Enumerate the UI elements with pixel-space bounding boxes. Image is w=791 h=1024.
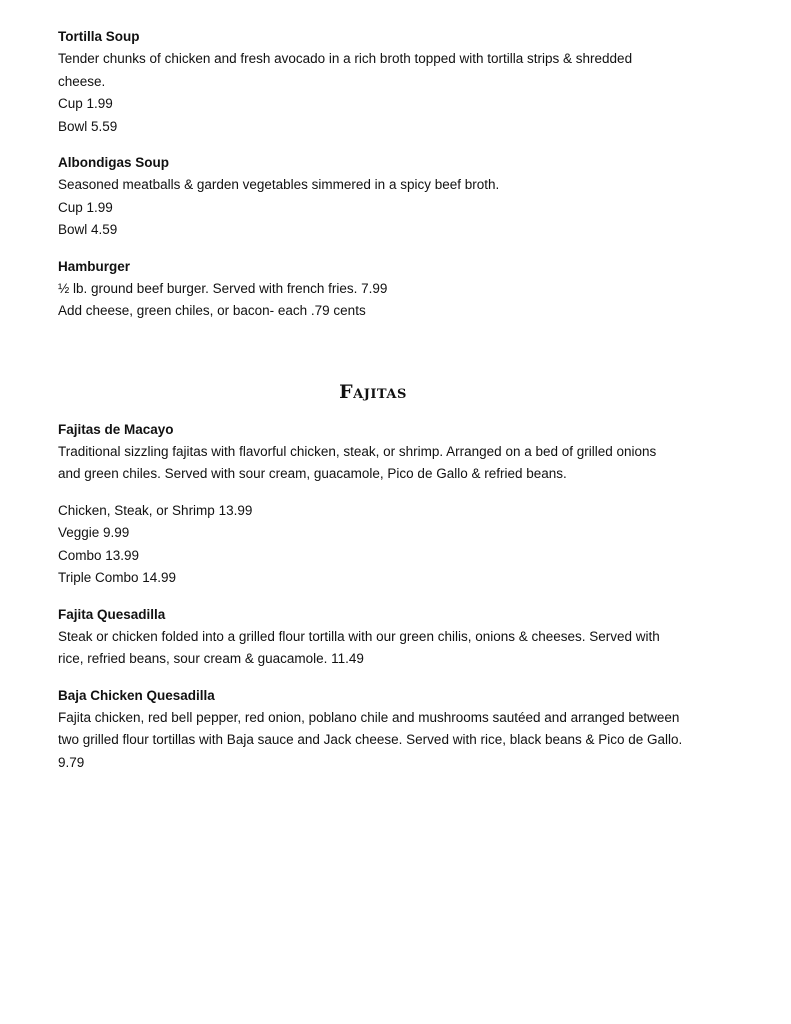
item-title: Albondigas Soup: [58, 155, 169, 170]
item-description: Fajita chicken, red bell pepper, red onion, poblano chile and mushrooms sautéed and arranged between: [58, 709, 680, 725]
menu-item-albondigas-soup: [58, 152, 738, 242]
item-description-cont: cheese.: [58, 73, 106, 89]
section-spacer: [58, 337, 738, 379]
item-gap: [58, 486, 738, 500]
item-option: Chicken, Steak, or Shrimp 13.99: [58, 502, 253, 518]
menu-item-hamburger: [58, 256, 738, 323]
item-option: Veggie 9.99: [58, 525, 130, 540]
item-price-bowl: Bowl 5.59: [58, 118, 118, 134]
item-description-cont: two grilled flour tortillas with Baja sauce and Jack cheese. Served with rice, black beans & Pico de Gallo.: [58, 732, 683, 747]
item-description: Steak or chicken folded into a grilled flour tortilla with our green chilis, onions & cheeses. Served with: [58, 628, 660, 644]
item-title: Tortilla Soup: [58, 29, 140, 44]
item-description: Tender chunks of chicken and fresh avocado in a rich broth topped with tortilla strips & shredded: [58, 51, 633, 66]
menu-item-fajita-quesadilla: [58, 604, 738, 671]
menu-page: [58, 26, 738, 788]
item-title: Fajita Quesadilla: [58, 606, 166, 622]
item-price: 9.79: [58, 754, 85, 770]
item-price-cup: Cup 1.99: [58, 199, 113, 215]
item-price-bowl: Bowl 4.59: [58, 222, 118, 237]
item-description-cont: and green chiles. Served with sour cream, guacamole, Pico de Gallo & refried beans.: [58, 466, 567, 481]
item-description: ½ lb. ground beef burger. Served with french fries. 7.99: [58, 280, 388, 296]
item-option: Combo 13.99: [58, 547, 140, 563]
menu-item-fajitas-de-macayo: [58, 419, 738, 590]
item-title: Fajitas de Macayo: [58, 421, 174, 437]
item-option: Triple Combo 14.99: [58, 570, 177, 585]
item-title: Baja Chicken Quesadilla: [58, 687, 215, 703]
menu-item-tortilla-soup: [58, 26, 738, 138]
item-addons: Add cheese, green chiles, or bacon- each .79 cents: [58, 303, 366, 318]
menu-item-baja-chicken-quesadilla: [58, 685, 738, 775]
item-description: Traditional sizzling fajitas with flavorful chicken, steak, or shrimp. Arranged on a bed of grilled onions: [58, 443, 657, 459]
item-description: Seasoned meatballs & garden vegetables simmered in a spicy beef broth.: [58, 177, 500, 192]
item-price-cup: Cup 1.99: [58, 96, 113, 111]
section-heading-fajitas: Fajitas: [339, 380, 407, 403]
item-title: Hamburger: [58, 258, 131, 274]
item-description-cont: rice, refried beans, sour cream & guacamole. 11.49: [58, 651, 364, 666]
